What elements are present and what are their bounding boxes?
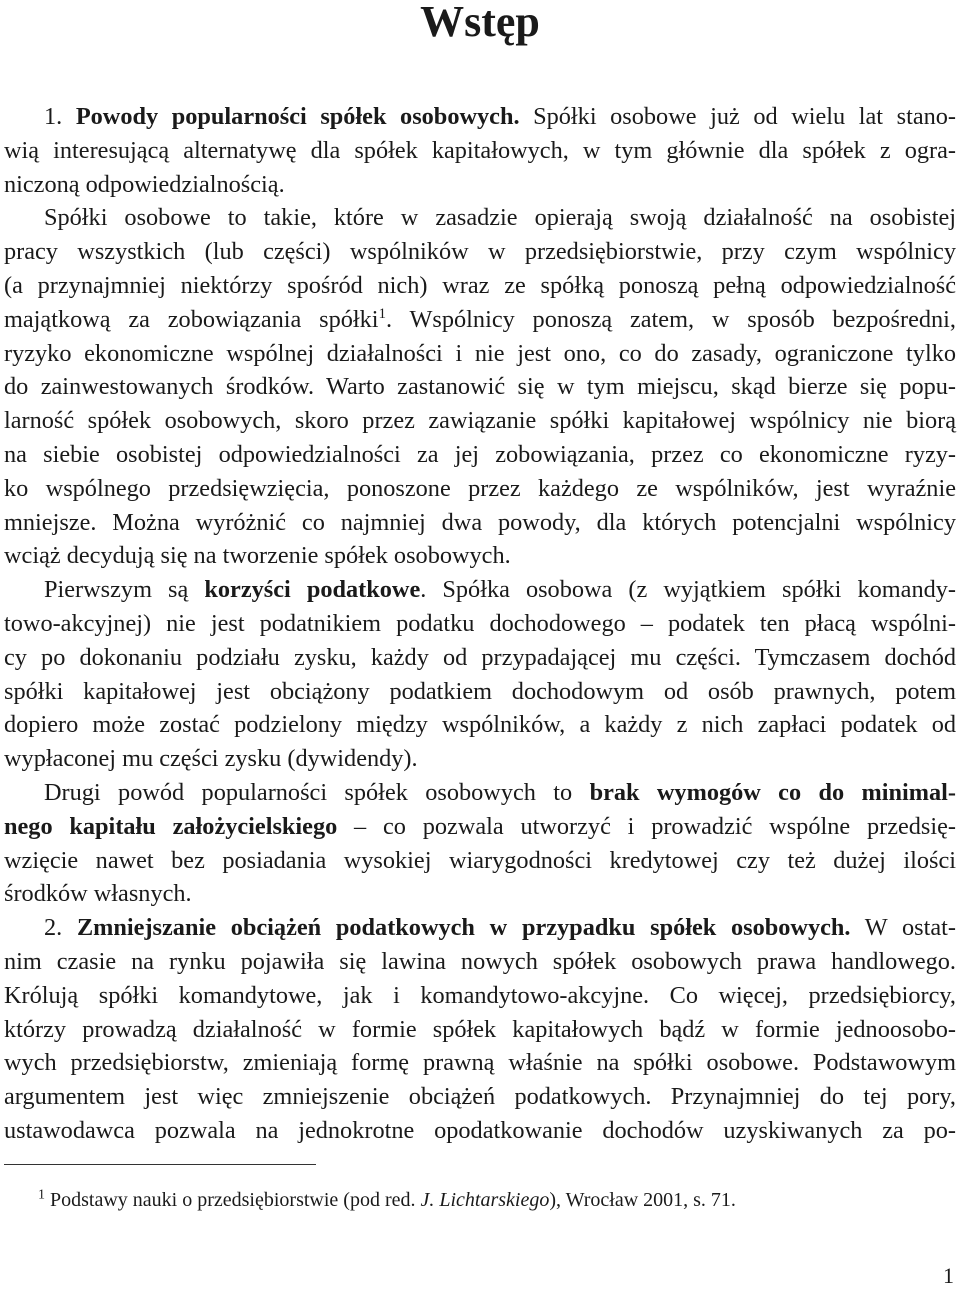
text-line: (a przynajmniej niektórzy spośród nich) wraz ze spółką ponoszą pełną odpowiedzialność — [4, 271, 956, 299]
text-line: ryzyko ekonomiczne wspólnej działalności i nie jest ono, co do zasady, ograniczone tylko — [4, 339, 956, 367]
text-line: majątkową za zobowiązania spółki$^1$. Wspólnicy ponoszą zatem, w sposób bezpośredni, — [4, 305, 956, 333]
bold-phrase: brak wymogów co do minimal- — [589, 778, 956, 806]
page-number: 1 — [943, 1263, 954, 1288]
page-title: Wstęp — [420, 0, 540, 46]
text-line: Drugi powód popularności spółek osobowych to brak wymogów co do minimal- — [44, 778, 956, 806]
section-heading: Powody popularności spółek osobowych. — [75, 103, 520, 130]
text-line: spółki kapitałowej jest obciążony podatkiem dochodowym od osób prawnych, potem — [4, 677, 956, 705]
footnote: $^1$ Podstawy nauki o przedsiębiorstwie (pod red. J. Lichtarskiego), Wrocław 2001, s. 71. — [38, 1187, 736, 1211]
section-number: 2. — [44, 914, 63, 942]
bold-phrase: nego kapitału założycielskiego — [4, 812, 338, 840]
text-line: argumentem jest więc zmniejszenie obciążeń podatkowych. Przynajmniej do tej pory, — [4, 1083, 956, 1111]
body-text — [4, 100, 956, 1148]
text-line: środków własnych. — [4, 880, 192, 908]
text-line: pracy wszystkich (lub części) wspólników w przedsiębiorstwie, przy czym wspólnicy — [4, 238, 956, 266]
text-line: ustawodawca pozwala na jednokrotne opodatkowanie dochodów uzyskiwanych za po- — [4, 1116, 956, 1144]
text-line: do zainwestowanych środków. Warto zastanowić się w tym miejscu, skąd bierze się popu- — [4, 373, 956, 401]
text-line: ko wspólnego przedsięwzięcia, ponoszone przez każdego ze wspólników, jest wyraźnie — [4, 474, 956, 502]
text-line: Spółki osobowe to takie, które w zasadzie opierają swoją działalność na osobistej — [44, 204, 956, 232]
text-line: towo-akcyjnej) nie jest podatnikiem podatku dochodowego – podatek ten płacą wspólni- — [4, 609, 956, 637]
text-line: Królują spółki komandytowe, jak i komandytowo-akcyjne. Co więcej, przedsiębiorcy, — [4, 981, 956, 1009]
text-line: larność spółek osobowych, skoro przez zawiązanie spółki kapitałowej wspólnicy nie biorą — [4, 407, 956, 435]
text-line: którzy prowadzą działalność w formie spółek kapitałowych bądź w formie jednoosobo- — [4, 1015, 956, 1043]
text-line: mniejsze. Można wyróżnić co najmniej dwa powody, dla których potencjalni wspólnicy — [4, 508, 956, 536]
text-line: wypłaconej mu części zysku (dywidendy). — [4, 745, 418, 773]
text-line: 2. Zmniejszanie obciążeń podatkowych w przypadku spółek osobowych. W ostat- — [44, 914, 956, 942]
section-number: 1. — [44, 103, 63, 130]
text-line: wych przedsiębiorstw, zmieniają formę prawną właśnie na spółki osobowe. Podstawowym — [4, 1049, 956, 1077]
footnote-author: J. Lichtarskiego — [420, 1189, 550, 1211]
text-line: dopiero może zostać podzielony między wspólników, a każdy z nich zapłaci podatek od — [4, 711, 956, 739]
text-line: 1. Powody popularności spółek osobowych. Spółki osobowe już od wielu lat stano- — [44, 103, 957, 130]
text-line: cy po dokonaniu podziału zysku, każdy od przypadającej mu części. Tymczasem dochód — [4, 643, 956, 671]
text-line: Pierwszym są korzyści podatkowe. Spółka osobowa (z wyjątkiem spółki komandy- — [44, 576, 956, 604]
text-line: wzięcie nawet bez posiadania wysokiej wiarygodności kredytowej czy też dużej ilości — [4, 846, 956, 874]
text-line: na siebie osobistej odpowiedzialności za jej zobowiązania, przez co ekonomiczne ryzy- — [4, 440, 956, 468]
text-line: nego kapitału założycielskiego – co pozwala utworzyć i prowadzić wspólne przedsię- — [4, 812, 956, 840]
footnote-divider — [4, 1164, 316, 1165]
footnote-reference[interactable]: 1 — [378, 305, 387, 322]
text-line: niczoną odpowiedzialnością. — [4, 170, 285, 198]
text-line: wciąż decydują się na tworzenie spółek osobowych. — [4, 542, 511, 570]
text-line: nim czasie na rynku pojawiła się lawina nowych spółek osobowych prawa handlowego. — [4, 947, 956, 975]
footnote-marker: 1 — [38, 1187, 45, 1203]
text-line: wią interesującą alternatywę dla spółek kapitałowych, w tym głównie dla spółek z ogra- — [4, 136, 956, 164]
bold-phrase: korzyści podatkowe — [204, 576, 421, 604]
section-heading: Zmniejszanie obciążeń podatkowych w przypadku spółek osobowych. — [76, 914, 851, 942]
